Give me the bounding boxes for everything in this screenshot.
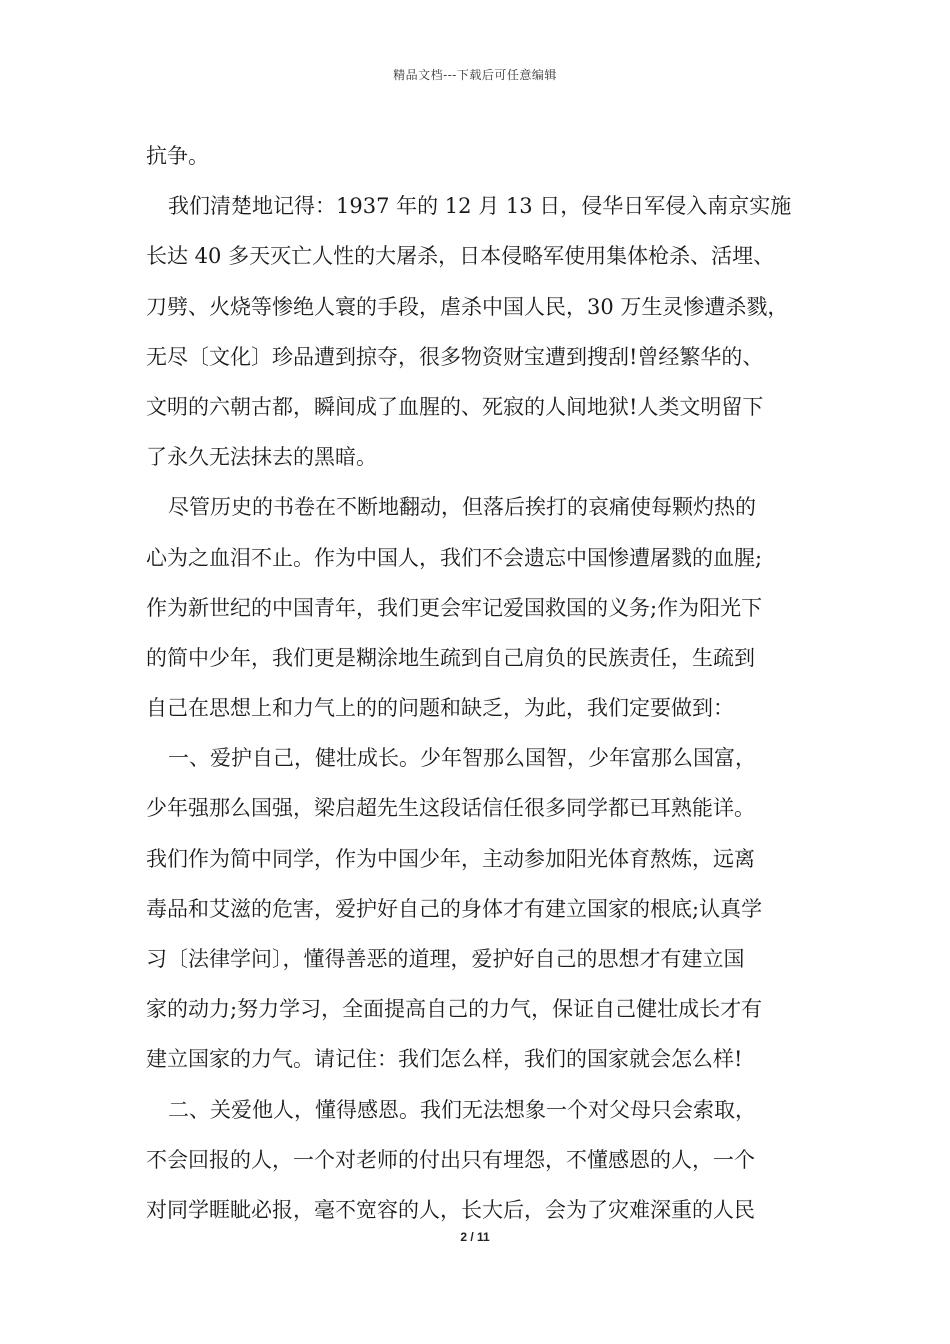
text-line: 尽管历史的书卷在不断地翻动，但落后挨打的哀痛使每颗灼热的 [168,495,756,520]
text-line: 长达 40 多天灭亡人性的大屠杀，日本侵略军使用集体枪杀、活埋、 [146,244,775,269]
text-line: 我们清楚地记得：1937 年的 12 月 13 日，侵华日军侵入南京实施 [168,194,792,219]
page-number: 2 / 11 [460,1230,490,1244]
text-line: 无尽〔文化〕珍品遭到掠夺，很多物资财宝遭到搜刮!曾经繁华的、 [146,344,764,369]
text-line: 习〔法律学问〕，懂得善恶的道理，爱护好自己的思想才有建立国 [146,947,745,971]
text-line: 抗争。 [146,144,209,168]
document-body [146,131,822,1235]
text-line: 建立国家的力气。请记住：我们怎么样，我们的国家就会怎么样! [146,1047,743,1072]
text-line: 一、爱护自己，健壮成长。少年智那么国智，少年富那么国富， [168,746,756,771]
text-line: 对同学睚眦必报，毫不宽容的人，长大后，会为了灾难深重的人民 [146,1197,755,1222]
text-line: 毒品和艾滋的危害，爱护好自己的身体才有建立国家的根底;认真学 [146,896,763,921]
text-line: 心为之血泪不止。作为中国人，我们不会遗忘中国惨遭屠戮的血腥; [146,545,763,570]
text-line: 了永久无法抹去的黑暗。 [146,445,377,470]
text-line: 文明的六朝古都，瞬间成了血腥的、死寂的人间地狱!人类文明留下 [146,394,764,419]
text-line: 家的动力;努力学习，全面提高自己的力气，保证自己健壮成长才有 [146,997,763,1022]
text-line: 作为新世纪的中国青年，我们更会牢记爱国救国的义务;作为阳光下 [146,595,763,620]
text-line: 刀劈、火烧等惨绝人寰的手段，虐杀中国人民，30 万生灵惨遭杀戮， [146,294,789,319]
text-line: 的简中少年，我们更是糊涂地生疏到自己肩负的民族责任，生疏到 [146,645,755,670]
text-line: 二、关爱他人，懂得感恩。我们无法想象一个对父母只会索取， [168,1097,756,1122]
page-header: 精品文档---下载后可任意编辑 [393,68,557,82]
text-line: 我们作为简中同学，作为中国少年，主动参加阳光体育熬炼，远离 [146,846,755,871]
text-line: 自己在思想上和力气上的的问题和缺乏，为此，我们定要做到： [146,696,734,721]
text-line: 不会回报的人，一个对老师的付出只有埋怨，不懂感恩的人，一个 [146,1147,755,1172]
text-line: 少年强那么国强，梁启超先生这段话信任很多同学都已耳熟能详。 [146,796,755,821]
